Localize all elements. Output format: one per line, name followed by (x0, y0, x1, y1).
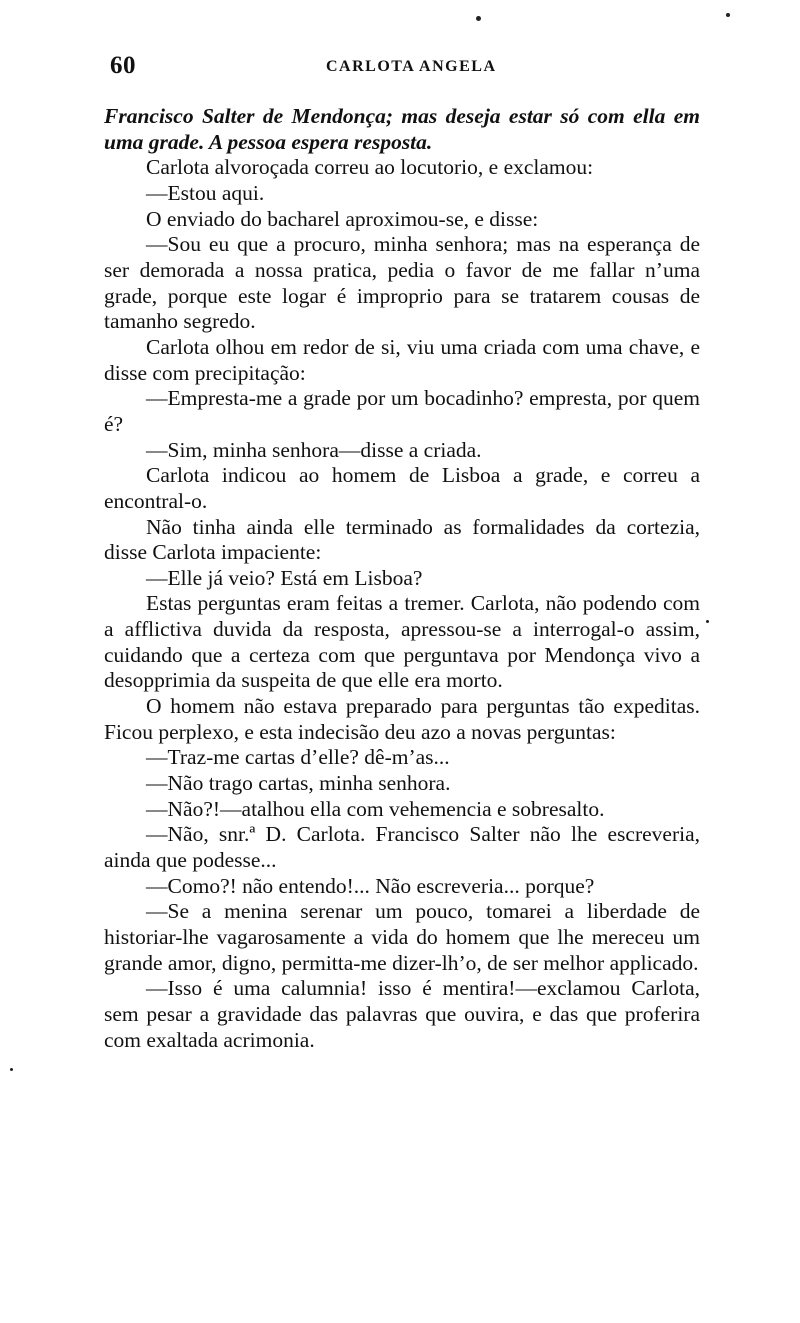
body-text (104, 104, 700, 1053)
paragraph: O homem não estava preparado para perguntas tão expeditas. Ficou perplexo, e esta indecisão deu azo a novas perguntas: (104, 694, 700, 744)
paragraph: —Não?!—atalhou ella com vehemencia e sobresalto. (146, 796, 605, 821)
paragraph: Estas perguntas eram feitas a tremer. Carlota, não podendo com a afflictiva duvida da resposta, apressou-se a interrogal-o assim, cuidando que a certeza com que perguntava por Mendonça vivo a desopprimia da suspeita de que elle era morto. (104, 591, 700, 693)
paragraph: —Estou aqui. (146, 180, 265, 205)
paragraph: Carlota alvoroçada correu ao locutorio, e exclamou: (146, 155, 594, 180)
paragraph: Carlota olhou em redor de si, viu uma criada com uma chave, e disse com precipitação: (104, 334, 700, 385)
paragraph: Francisco Salter de Mendonça; mas deseja estar só com ella em uma grade. A pessoa espera resposta. (104, 104, 700, 154)
page-header (108, 52, 708, 86)
paragraph: Carlota indicou ao homem de Lisboa a grade, e correu a encontral-o. (104, 463, 700, 513)
paragraph: —Como?! não entendo!... Não escreveria... porque? (146, 873, 595, 898)
paragraph: —Sou eu que a procuro, minha senhora; mas na esperança de ser demorada a nossa pratica, pedia o favor de me fallar n’uma grade, porque este logar é improprio para se tratarem cousas de tamanho segredo. (104, 232, 700, 334)
paragraph: —Não, snr.ª D. Carlota. Francisco Salter não lhe escreveria, ainda que podesse... (104, 822, 700, 873)
paragraph: —Isso é uma calumnia! isso é mentira!—exclamou Carlota, sem pesar a gravidade das palavras que ouvira, e das que proferira com exaltada acrimonia. (104, 976, 700, 1052)
paragraph: —Empresta-me a grade por um bocadinho? empresta, por quem é? (104, 386, 700, 436)
paragraph: —Sim, minha senhora—disse a criada. (146, 437, 482, 462)
paragraph: —Elle já veio? Está em Lisboa? (146, 565, 423, 590)
paragraph: —Se a menina serenar um pouco, tomarei a liberdade de historiar-lhe vagarosamente a vida do homem que lhe mereceu um grande amor, digno, permitta-me dizer-lh’o, de ser melhor applicado. (104, 899, 700, 975)
scan-speck (10, 1068, 13, 1071)
page-number: 60 (110, 52, 136, 79)
paragraph: Não tinha ainda elle terminado as formalidades da cortezia, disse Carlota impaciente: (104, 514, 700, 565)
scan-speck (706, 620, 709, 623)
paragraph: —Traz-me cartas d’elle? dê-m’as... (146, 745, 450, 770)
paragraph: O enviado do bacharel aproximou-se, e disse: (146, 206, 539, 231)
paragraph: —Não trago cartas, minha senhora. (146, 771, 451, 796)
scan-speck (476, 16, 481, 21)
scan-speck (726, 13, 730, 17)
running-title: CARLOTA ANGELA (326, 58, 497, 75)
